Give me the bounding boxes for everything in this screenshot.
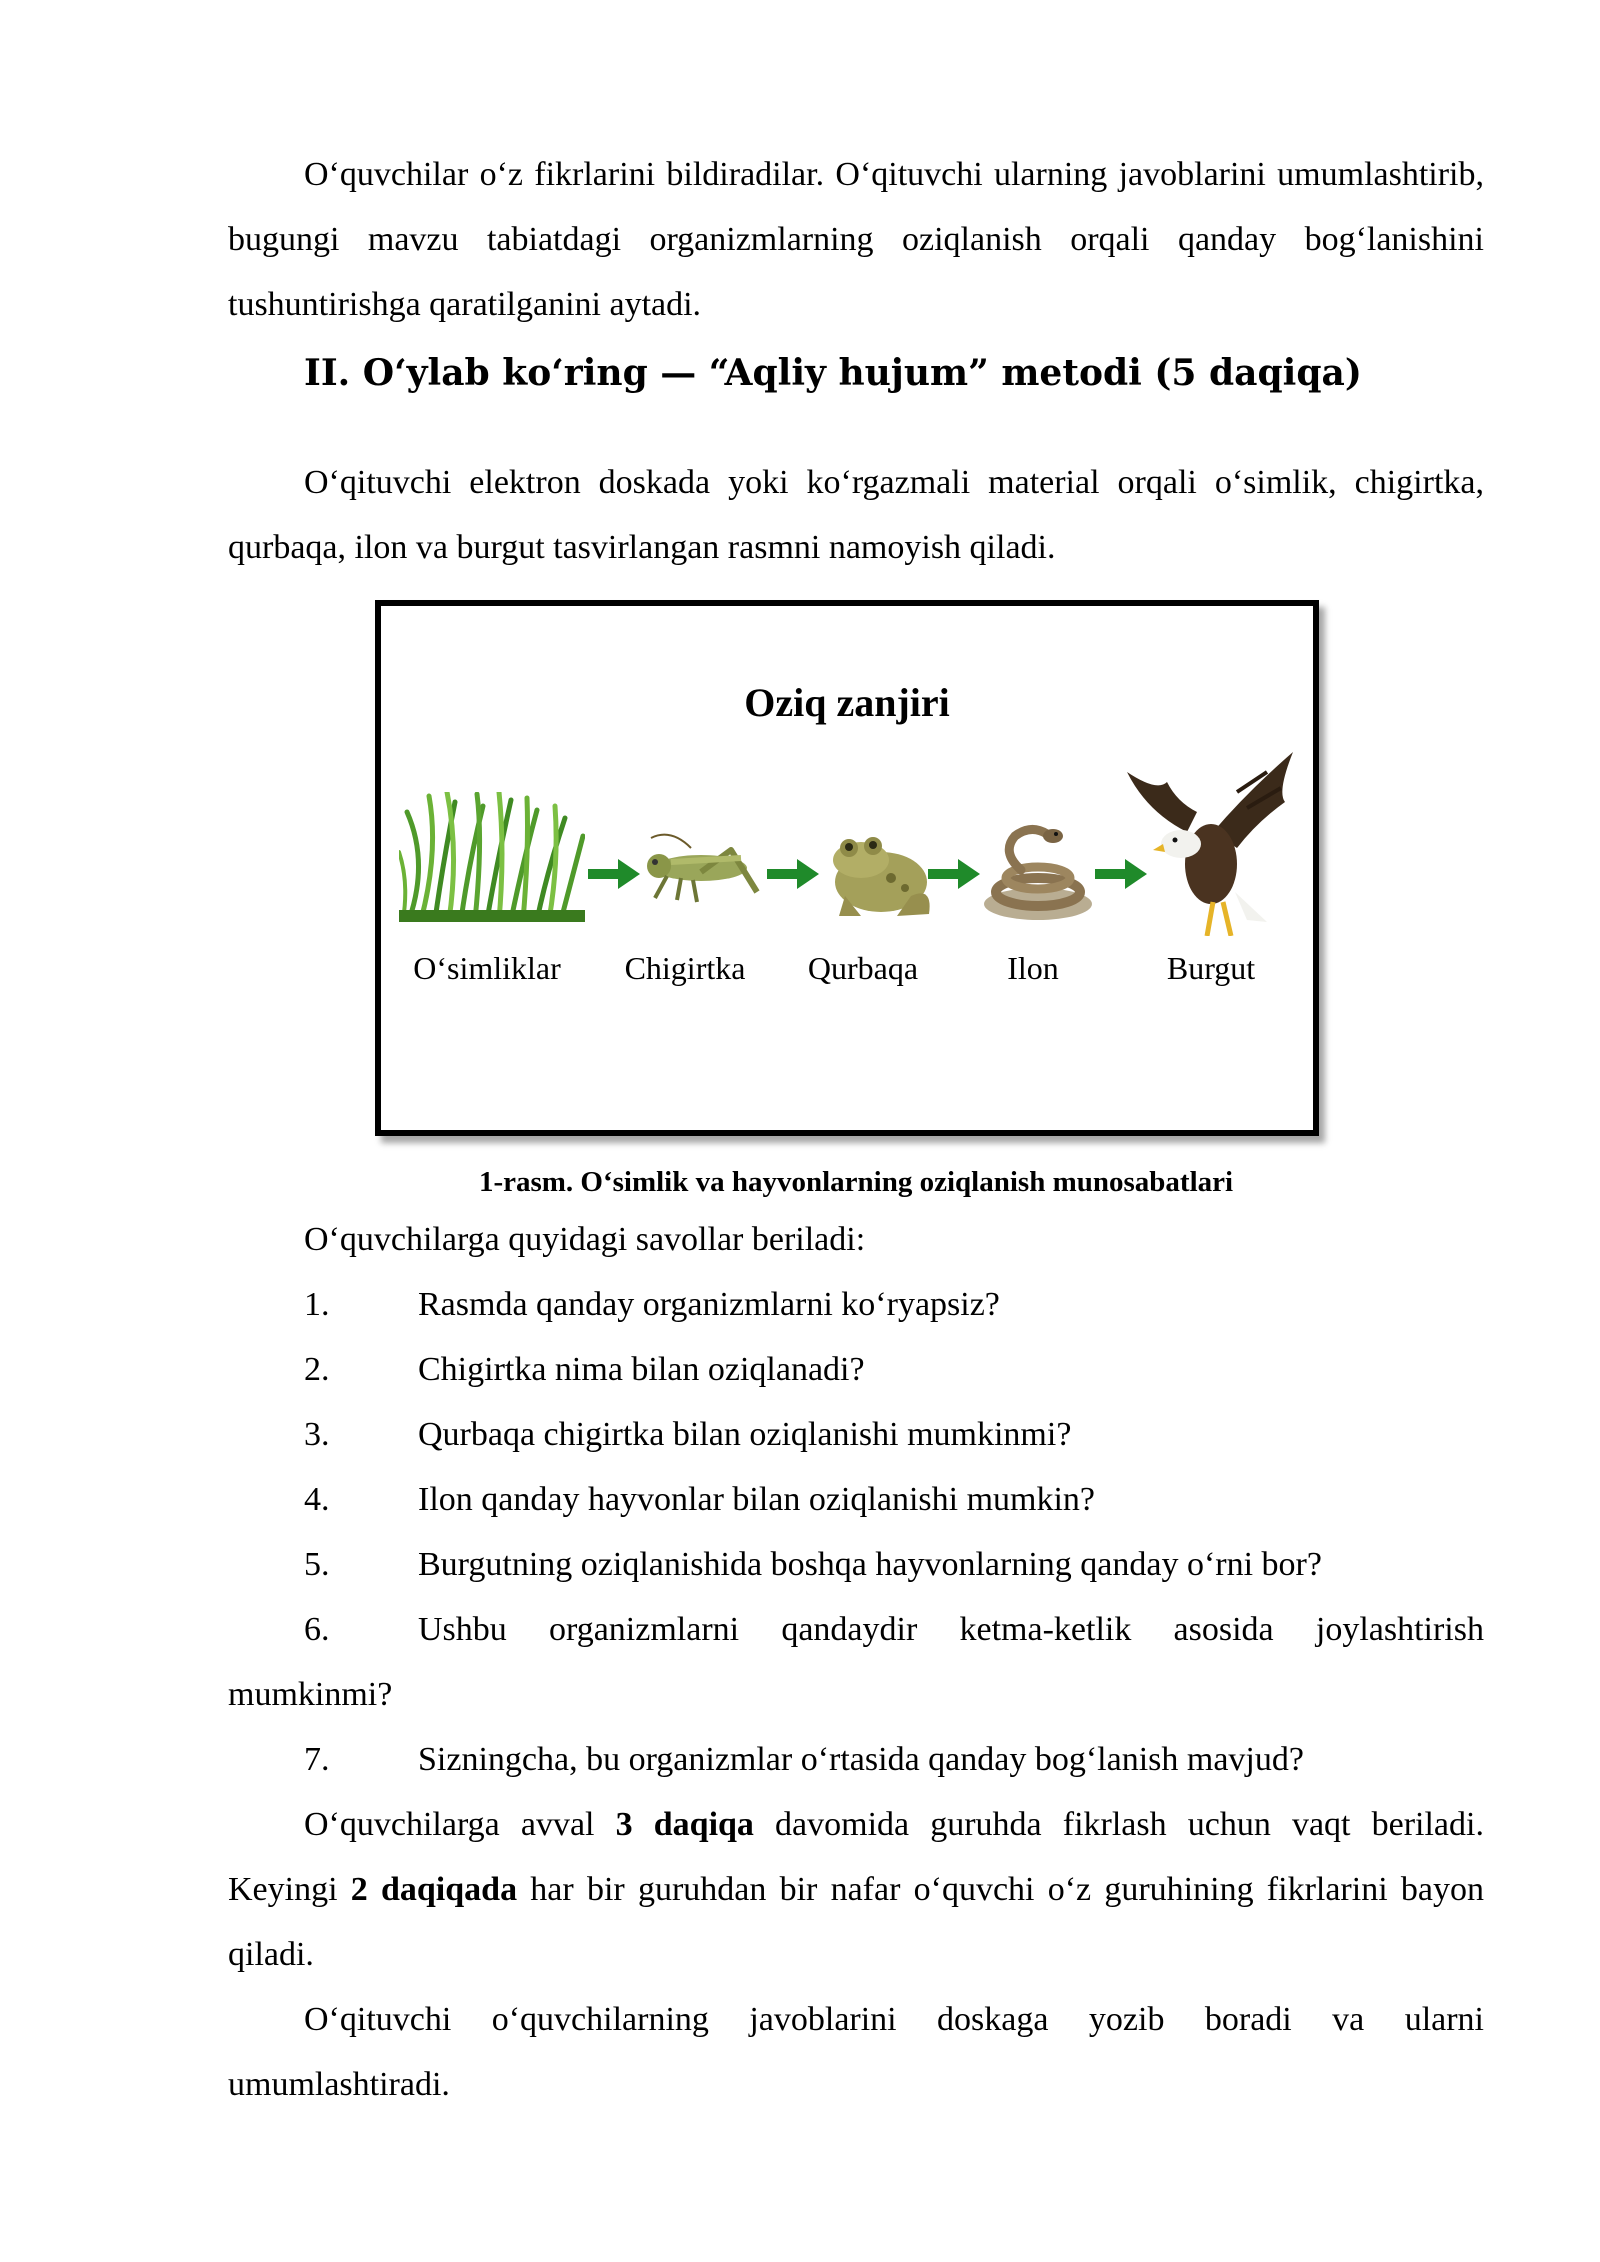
list-item [228,1532,1484,1597]
bold-duration: 3 daqiqa [615,1806,754,1843]
list-item [228,1337,1484,1402]
list-item [228,1597,1484,1727]
list-item [228,1272,1484,1337]
list-item [228,1467,1484,1532]
list-text: Sizningcha, bu organizmlar o‘rtasida qanday bog‘lanish mavjud? [418,1741,1304,1778]
list-text: Chigirtka nima bilan oziqlanadi? [418,1351,865,1388]
list-text: Ushbu organizmlarni qandaydir ketma-ketlik asosida joylashtirish [418,1611,1484,1648]
organism-label-eagle: Burgut [1166,950,1256,986]
arrow-right-icon [765,856,821,892]
grass-icon [399,792,585,922]
list-number: 1. [304,1286,330,1323]
list-number: 5. [304,1546,330,1583]
arrow-right-icon [926,856,982,892]
frog-icon [821,826,937,922]
list-number: 4. [304,1481,330,1518]
list-item [228,1402,1484,1467]
organism-label-frog: Qurbaqa [807,950,919,986]
grasshopper-icon [631,828,771,912]
organism-label-plants: O‘simliklar [413,950,561,986]
list-text: Rasmda qanday organizmlarni ko‘ryapsiz? [418,1286,1000,1323]
show-paragraph: O‘qituvchi elektron doskada yoki ko‘rgazmali material orqali o‘simlik, chigirtka, qurbaqa, ilon va burgut tasvirlangan rasmni namoyish qiladi. [228,464,1484,566]
intro-paragraph: O‘quvchilar o‘z fikrlarini bildiradilar. O‘qituvchi ularning javoblarini umumlashtirib, bugungi mavzu tabiatdagi organizmlarning oziqlanish orqali qanday bog‘lanishini tushuntirishga qaratilganini aytadi. [228,156,1484,323]
time-paragraph: O‘quvchilarga avval 3 daqiqa davomida guruhda fikrlash uchun vaqt beriladi. Keyingi 2 daqiqada har bir guruhdan bir nafar o‘quvchi o‘z guruhining fikrlarini bayon qiladi. [228,1806,1484,1973]
list-number: 2. [304,1351,330,1388]
list-number: 6. [304,1611,330,1648]
list-text: Burgutning oziqlanishida boshqa hayvonlarning qanday o‘rni bor? [418,1546,1322,1583]
food-chain-figure [375,600,1319,1136]
section-heading: II. O‘ylab ko‘ring — “Aqliy hujum” metodi (5 daqiqa) [304,352,1362,394]
list-number: 3. [304,1416,330,1453]
organism-label-snake: Ilon [1007,950,1059,986]
closing-paragraph: O‘qituvchi o‘quvchilarning javoblarini doskaga yozib boradi va ularni umumlashtiradi. [228,2001,1484,2103]
figure-caption: 1-rasm. O‘simlik va hayvonlarning oziqlanish munosabatlari [478,1166,1234,1198]
list-text: Qurbaqa chigirtka bilan oziqlanishi mumkinmi? [418,1416,1072,1453]
figure-title: Oziq zanjiri [744,680,950,725]
list-number: 7. [304,1741,330,1778]
eagle-icon [1117,752,1307,936]
organism-label-grasshopper: Chigirtka [624,950,746,986]
snake-icon [981,822,1095,922]
list-text-continued: mumkinmi? [228,1676,393,1713]
list-item [228,1727,1484,1792]
bold-duration: 2 daqiqada [350,1871,518,1908]
list-text: Ilon qanday hayvonlar bilan oziqlanishi mumkin? [418,1481,1096,1518]
questions-intro: O‘quvchilarga quyidagi savollar beriladi: [304,1221,866,1258]
